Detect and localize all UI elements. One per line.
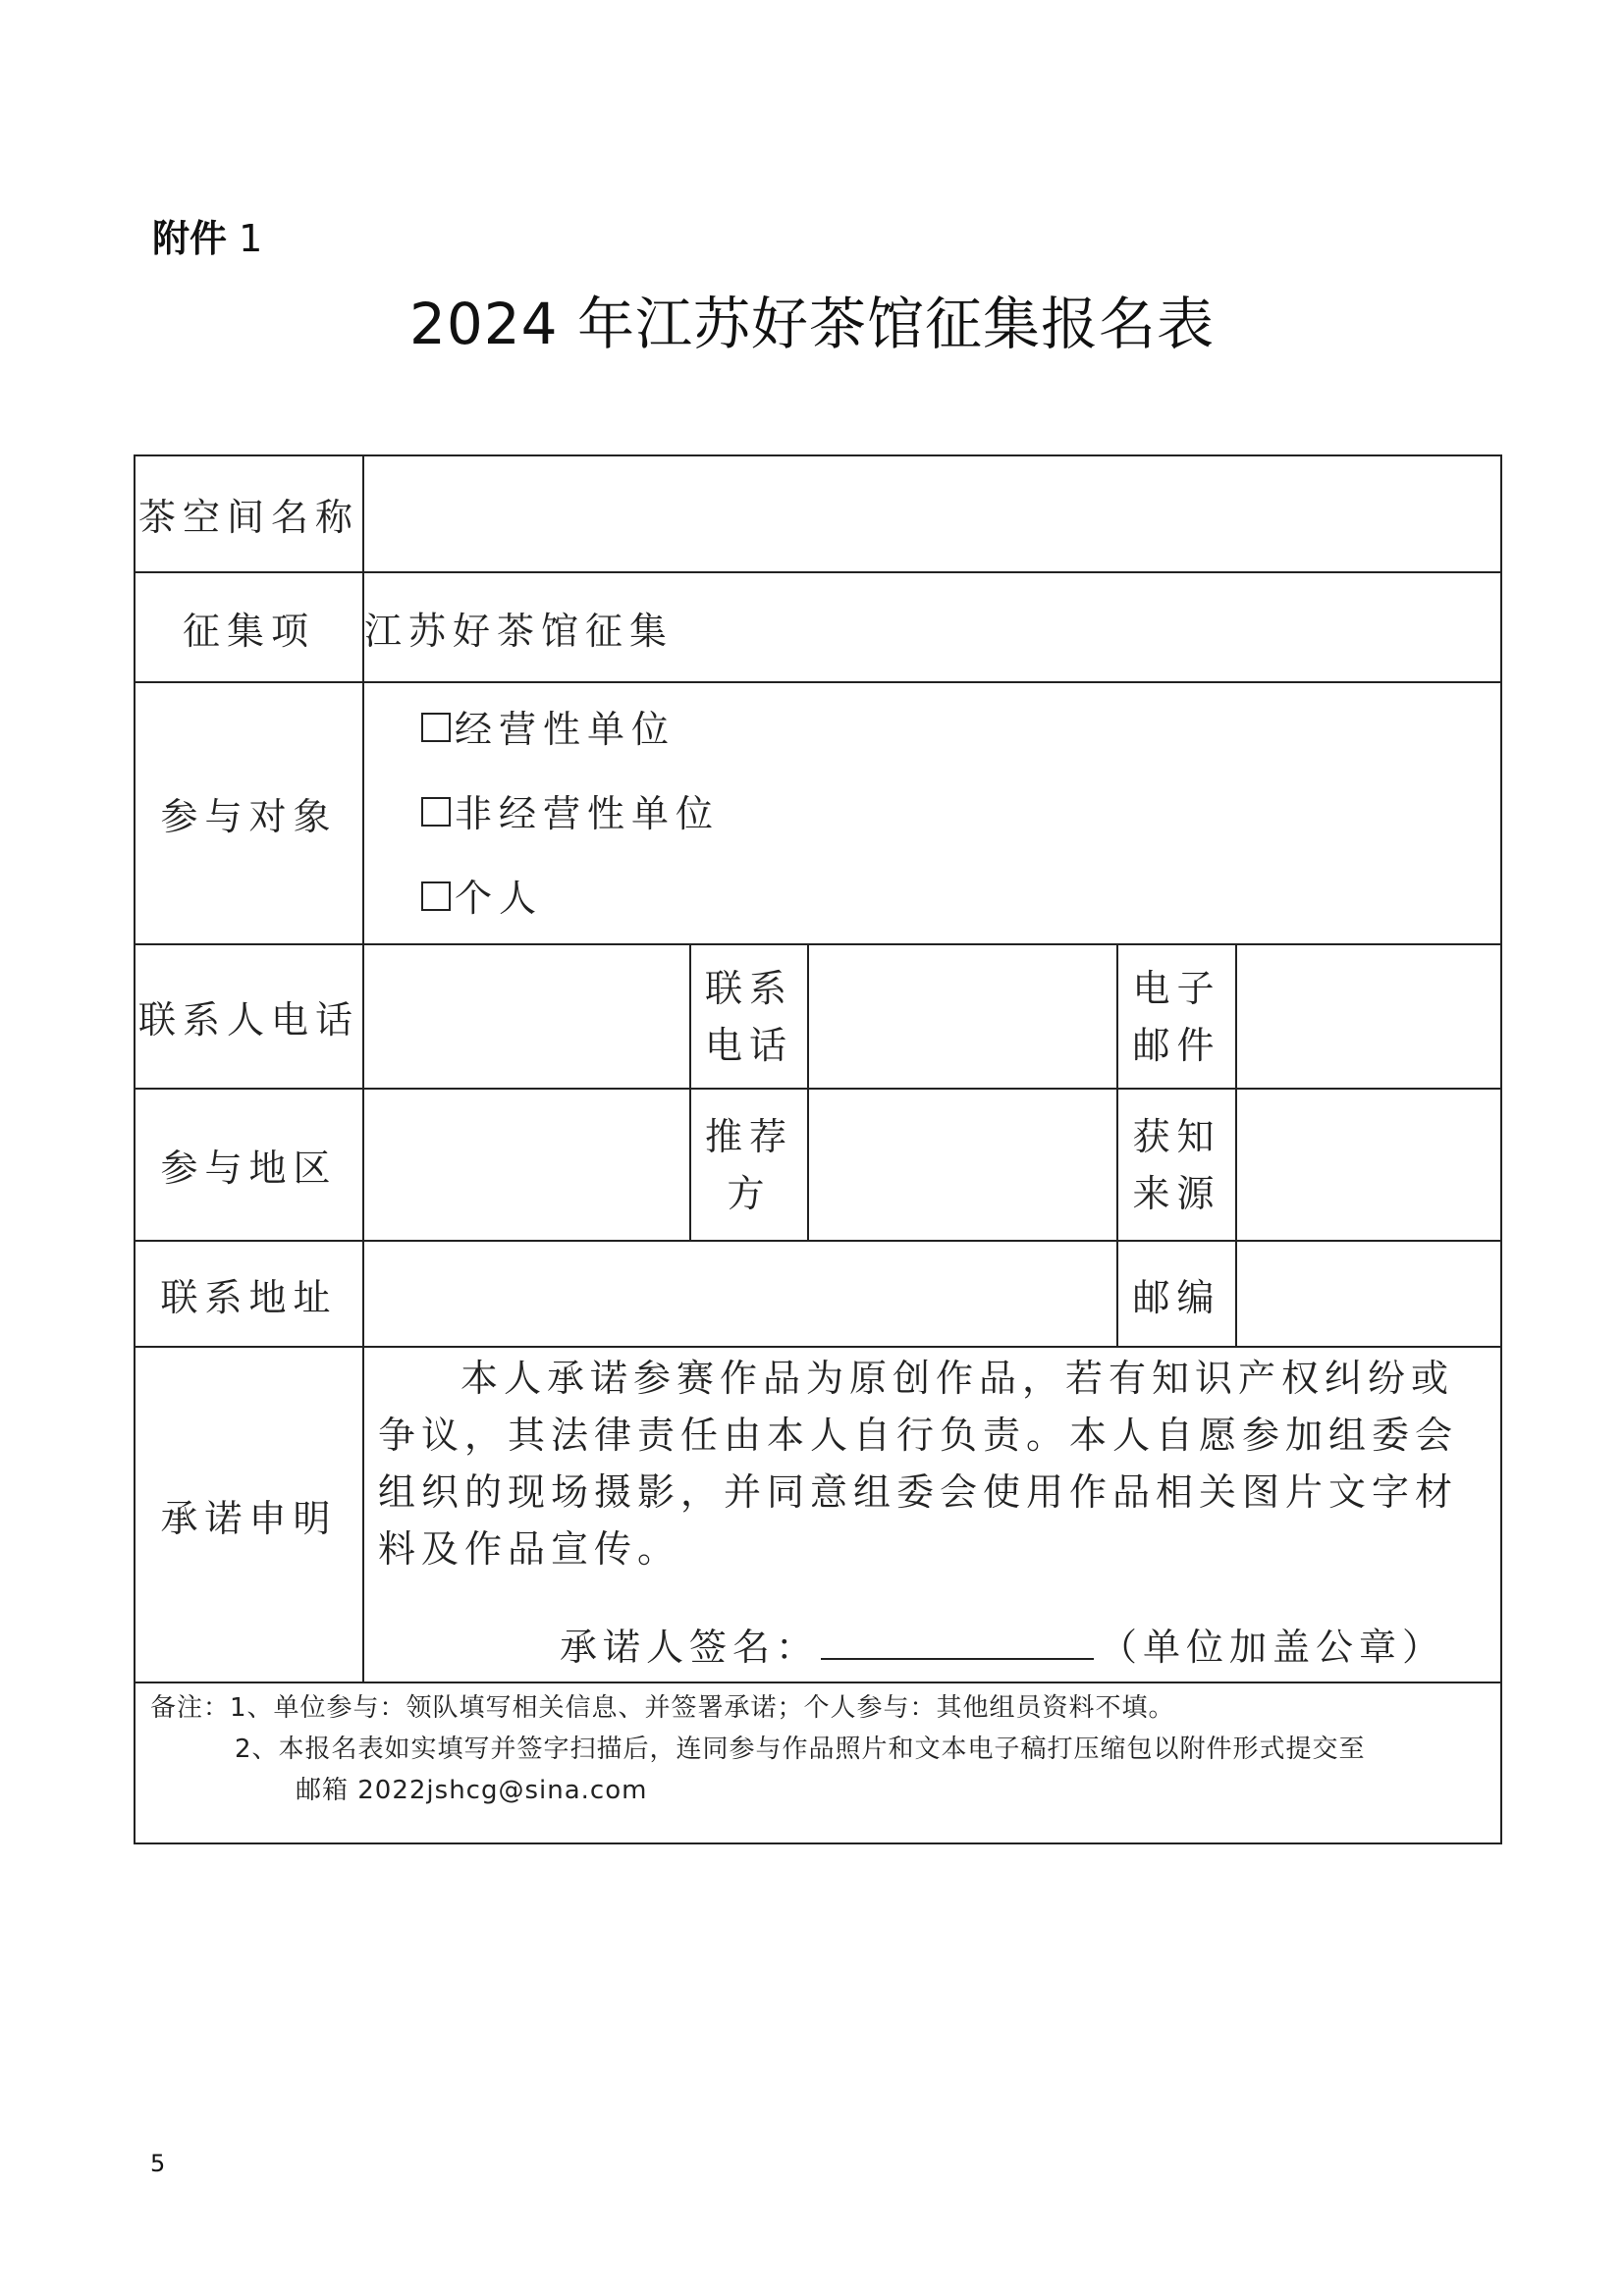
option-individual[interactable] (364, 856, 1500, 940)
tea-space-name-field[interactable] (363, 455, 1501, 572)
postcode-label: 邮编 (1117, 1241, 1236, 1347)
contact-person-phone-field[interactable] (363, 944, 690, 1089)
source-label-line2: 来源 (1132, 1171, 1221, 1215)
pledge-text: 本人承诺参赛作品为原创作品，若有知识产权纠纷或争议，其法律责任由本人自行负责。本人自愿参加组委会组织的现场摄影，并同意组委会使用作品相关图片文字材料及作品宣传。 (378, 1357, 1459, 1571)
contact-phone-label (690, 944, 808, 1089)
row-contact (135, 944, 1501, 1089)
notes-cell (135, 1682, 1501, 1843)
seal-note: （单位加盖公章） (1100, 1626, 1446, 1669)
row-region (135, 1089, 1501, 1241)
region-label: 参与地区 (135, 1089, 363, 1241)
email-field[interactable] (1236, 944, 1501, 1089)
source-label-line1: 获知 (1132, 1114, 1221, 1158)
participant-label: 参与对象 (135, 682, 363, 944)
pledge-cell (363, 1347, 1501, 1682)
recommender-label-line1: 推荐 (704, 1114, 793, 1158)
option-individual-label: 个人 (455, 876, 544, 920)
signature-field[interactable] (821, 1619, 1094, 1660)
contact-phone-label-line1: 联系 (704, 966, 793, 1010)
contact-phone-field[interactable] (808, 944, 1117, 1089)
tea-space-name-label: 茶空间名称 (135, 455, 363, 572)
page-number: 5 (150, 2150, 166, 2177)
registration-form (134, 454, 1502, 1844)
contact-phone-label-line2: 电话 (704, 1023, 793, 1067)
attachment-label-text: 附件 (152, 217, 228, 260)
address-label: 联系地址 (135, 1241, 363, 1347)
email-label-line2: 邮件 (1132, 1023, 1221, 1067)
option-non-business-unit[interactable] (364, 772, 1500, 856)
region-field[interactable] (363, 1089, 690, 1241)
row-participant (135, 682, 1501, 944)
address-field[interactable] (363, 1241, 1117, 1347)
row-address (135, 1241, 1501, 1347)
option-business-unit-label: 经营性单位 (455, 707, 677, 751)
note-line-2: 2、本报名表如实填写并签字扫描后，连同参与作品照片和文本电子稿打压缩包以附件形式提交至 (235, 1735, 1366, 1764)
recommender-field[interactable] (808, 1089, 1117, 1241)
recommender-label (690, 1089, 808, 1241)
pledge-label: 承诺申明 (135, 1347, 363, 1682)
contact-person-phone-label: 联系人电话 (135, 944, 363, 1089)
source-field[interactable] (1236, 1089, 1501, 1241)
signature-line (560, 1619, 1445, 1676)
collection-item-value: 江苏好茶馆征集 (363, 572, 1501, 682)
email-label (1117, 944, 1236, 1089)
row-tea-space-name (135, 455, 1501, 572)
email-label-line1: 电子 (1132, 966, 1221, 1010)
checkbox-icon[interactable] (421, 713, 451, 742)
checkbox-icon[interactable] (421, 881, 451, 911)
attachment-number: 1 (239, 217, 263, 260)
recommender-label-line2: 方 (727, 1171, 772, 1215)
checkbox-icon[interactable] (421, 797, 451, 827)
page-title: 2024 年江苏好茶馆征集报名表 (408, 291, 1216, 357)
note-line-1: 备注：1、单位参与：领队填写相关信息、并签署承诺；个人参与：其他组员资料不填。 (150, 1693, 1175, 1723)
row-collection-item (135, 572, 1501, 682)
participant-options (363, 682, 1501, 944)
row-pledge (135, 1347, 1501, 1682)
note-line-3: 邮箱 2022jshcg@sina.com (296, 1776, 648, 1805)
signature-label: 承诺人签名： (560, 1626, 820, 1669)
postcode-field[interactable] (1236, 1241, 1501, 1347)
source-label (1117, 1089, 1236, 1241)
collection-item-label: 征集项 (135, 572, 363, 682)
option-business-unit[interactable] (364, 687, 1500, 772)
option-non-business-unit-label: 非经营性单位 (455, 791, 721, 835)
row-notes (135, 1682, 1501, 1843)
attachment-label (152, 211, 262, 266)
